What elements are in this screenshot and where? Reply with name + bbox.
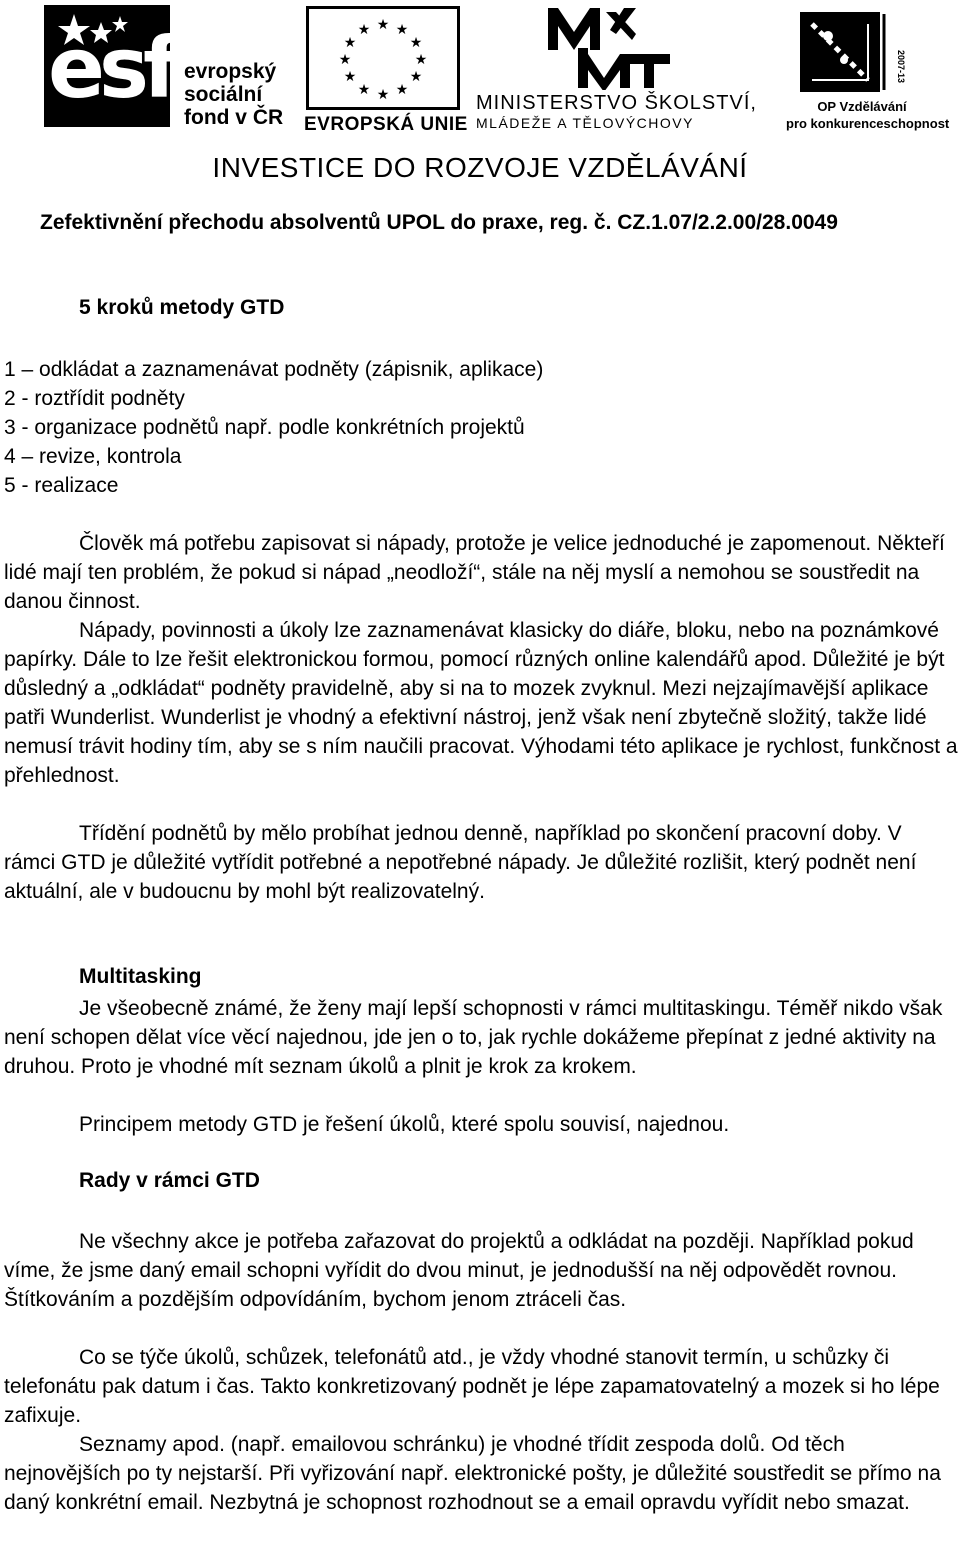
gtd-steps-list <box>4 355 543 500</box>
op-caption-line1: OP Vzdělávání <box>817 99 907 114</box>
paragraph: Ne všechny akce je potřeba zařazovat do projektů a odkládat na později. Například pokud víme, že jsme daný email schopni vyřídit do dvou minut, je jednodušší na něj odpovědět rovnou. Štítkováním a pozdějším odpovídáním, bychom jenom ztráceli čas. <box>4 1230 914 1311</box>
project-title: Zefektivnění přechodu absolventů UPOL do praxe, reg. č. CZ.1.07/2.2.00/28.0049 <box>40 211 838 234</box>
msmt-mark-icon <box>544 4 674 90</box>
paragraph: Principem metody GTD je řešení úkolů, které spolu souvisí, najednou. <box>79 1113 730 1136</box>
investice-banner: INVESTICE DO ROZVOJE VZDĚLÁVÁNÍ <box>212 152 748 183</box>
eu-flag-icon <box>306 6 460 110</box>
op-caption-line2: pro konkurenceschopnost <box>786 116 950 131</box>
list-item: 4 – revize, kontrola <box>4 445 182 468</box>
svg-text:★: ★ <box>395 81 409 97</box>
paragraph: Člověk má potřebu zapisovat si nápady, protože je velice jednoduché je zapomenout. Někteří lidé mají ten problém, že pokud si nápad „neodloží“, stále na něj myslí a nemohou se soustředit na danou činnost. <box>4 532 945 613</box>
svg-text:★: ★ <box>395 21 409 37</box>
esf-caption <box>184 60 283 129</box>
esf-caption-line: fond v ČR <box>184 106 284 129</box>
section-heading-gtd-steps: 5 kroků metody GTD <box>79 296 285 319</box>
svg-text:★: ★ <box>414 51 428 67</box>
header-logos <box>0 0 960 183</box>
list-item: 3 - organizace podnětů např. podle konkrétních projektů <box>4 416 525 439</box>
list-item: 2 - roztřídit podněty <box>4 387 185 410</box>
section-heading-rady: Rady v rámci GTD <box>79 1169 260 1192</box>
esf-caption-line: sociální <box>184 83 263 106</box>
list-item: 1 – odkládat a zaznamenávat podněty (zápisnik, aplikace) <box>4 358 544 381</box>
list-item: 5 - realizace <box>4 474 119 497</box>
paragraph: Co se týče úkolů, schůzek, telefonátů atd., je vždy vhodné stanovit termín, u schůzky či telefonátu pak datum i čas. Takto konkretizovaný podnět je lépe zapamatovatelný a mozek si ho lépe zafixuje. <box>4 1346 940 1427</box>
svg-text:★: ★ <box>409 68 423 84</box>
esf-logo-word: esf <box>48 19 174 117</box>
esf-caption-line: evropský <box>184 60 277 83</box>
msmt-caption-line2: MLÁDEŽE A TĚLOVÝCHOVY <box>476 115 694 131</box>
section-heading-multitasking: Multitasking <box>79 965 202 988</box>
msmt-caption-line1: MINISTERSTVO ŠKOLSTVÍ, <box>476 92 757 114</box>
paragraph: Seznamy apod. (např. emailovou schránku) je vhodné třídit zespoda dolů. Od těch nejnovějších po ty nejstarší. Při vyřizování např. elektronické pošty, je důležité soustředit se přímo na daný konkrétní email. Nezbytná je schopnost rozhodnout se a email opravdu vyřídit nebo smazat. <box>4 1433 941 1514</box>
op-mark-icon <box>798 10 928 96</box>
paragraph: Nápady, povinnosti a úkoly lze zaznamenávat klasicky do diáře, bloku, nebo na poznámkové papírky. Dále to lze řešit elektronickou formou, pomocí různých online kalendářů apod. Důležité je být důsledný a „odkládat“ podněty pravidelně, aby si na to mozek zvyknul. Mezi nejzajímavější aplikace patři Wunderlist. Wunderlist je vhodný a efektivní nástroj, jenž však není zbytečně složitý, takže lidé nemusí trávit hodiny tím, aby se s ním naučili pracovat. Výhodami této aplikace je rychlost, funkčnost a přehlednost. <box>4 619 958 787</box>
svg-text:★: ★ <box>376 16 390 32</box>
paragraph: Je všeobecně známé, že ženy mají lepší schopnosti v rámci multitaskingu. Téměř nikdo však není schopen dělat více věcí najednou, jde jen o to, jak rychle dokážeme přepínat z jedné aktivity na druhou. Proto je vhodné mít seznam úkolů a plnit je krok za krokem. <box>4 997 943 1078</box>
svg-text:★: ★ <box>343 34 357 50</box>
svg-text:★: ★ <box>338 51 352 67</box>
svg-text:★: ★ <box>409 34 423 50</box>
paragraph: Třídění podnětů by mělo probíhat jednou denně, například po skončení pracovní doby. V rámci GTD je důležité vytřídit potřebné a nepotřebné nápady. Je důležité rozlišit, který podnět není aktuální, ale v budoucnu by mohl být realizovatelný. <box>4 822 917 903</box>
op-year-label: 2007-13 <box>896 50 906 84</box>
svg-text:★: ★ <box>343 68 357 84</box>
svg-text:★: ★ <box>357 21 371 37</box>
svg-text:★: ★ <box>376 86 390 102</box>
eu-caption: EVROPSKÁ UNIE <box>304 114 468 135</box>
svg-text:★: ★ <box>357 81 371 97</box>
